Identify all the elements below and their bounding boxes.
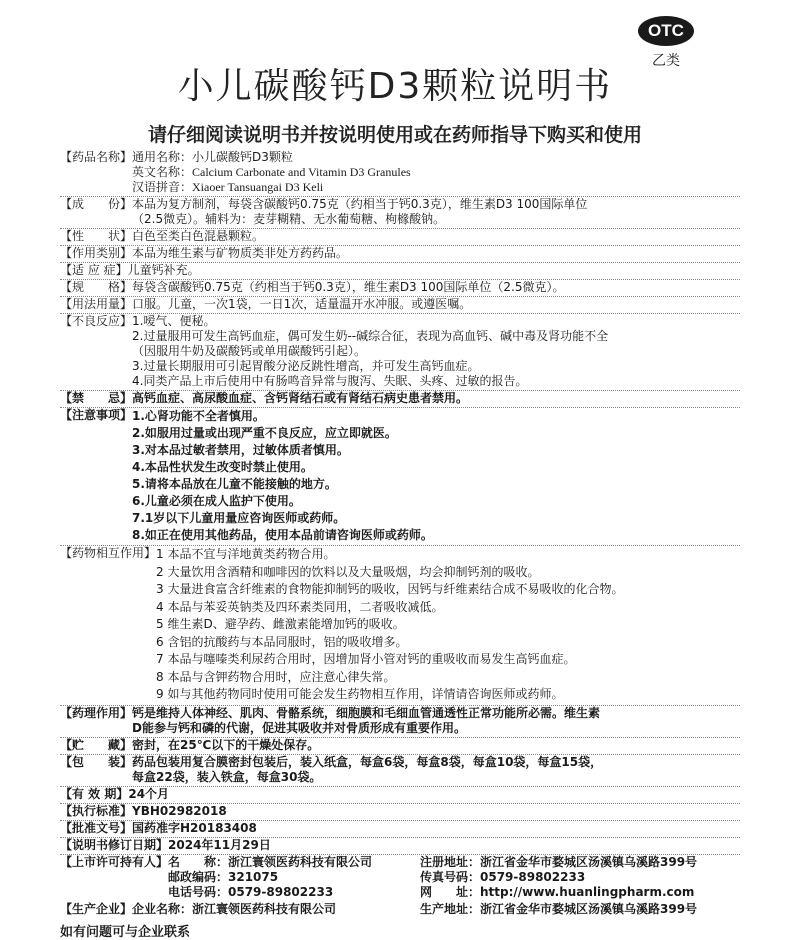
- usage-text: 口服。儿童，一次1袋，一日1次，适量温开水冲服。或遵医嘱。: [132, 297, 472, 311]
- composition-line: 本品为复方制剂，每袋含碳酸钙0.75克（约相当于钙0.3克），维生素D3 100国际单位: [132, 197, 588, 211]
- section-storage: [60, 738, 740, 755]
- document-subtitle: 请仔细阅读说明书并按说明使用或在药师指导下购买和使用: [147, 124, 642, 146]
- contraindication-text: 高钙血症、高尿酸血症、含钙肾结石或有肾结石病史患者禁用。: [132, 391, 469, 405]
- section-label: 【药品名称】: [60, 150, 133, 164]
- pharmacology-line: 钙是维持人体神经、肌肉、骨骼系统，细胞膜和毛细血管通透性正常功能所必需。维生素: [132, 705, 601, 720]
- package-line: 每盒22袋，装入铁盒，每盒30袋。: [132, 769, 322, 784]
- otc-badge: OTC: [638, 16, 694, 46]
- drug-english-name: 英文名称：Calcium Carbonate and Vitamin D3 Granules: [132, 165, 411, 179]
- precaution-item: 1.心肾功能不全者慎用。: [132, 409, 265, 423]
- mah-website: 网 址：http://www.huanlingpharm.com: [420, 884, 695, 899]
- section-package: [60, 755, 740, 787]
- adverse-item: 1.嗳气、便秘。: [132, 314, 216, 328]
- validity-text: 24个月: [128, 786, 170, 801]
- precaution-item: 7.1岁以下儿童用量应咨询医师或药师。: [132, 511, 346, 525]
- precaution-item: 6.儿童必须在成人监护下使用。: [132, 494, 301, 508]
- section-label: 【性 状】: [60, 229, 133, 243]
- interaction-item: 6 含铝的抗酸药与本品同服时，铝的吸收增多。: [156, 634, 408, 649]
- section-properties: [60, 229, 740, 246]
- document-title: 小儿碳酸钙D3颗粒说明书: [177, 66, 613, 107]
- interaction-item: 4 本品与苯妥英钠类及四环素类同用，二者吸收减低。: [156, 599, 444, 614]
- adverse-item: （因服用牛奶及碳酸钙或单用碳酸钙引起）。: [132, 344, 367, 358]
- package-line: 药品包装用复合膜密封包装后，装入纸盒，每盒6袋，每盒8袋，每盒10袋，每盒15袋，: [132, 754, 603, 769]
- section-contraindications: [60, 391, 740, 408]
- manufacturer-address: 生产地址：浙江省金华市婺城区汤溪镇乌溪路399号: [420, 901, 698, 916]
- section-label: 【不良反应】: [60, 314, 133, 328]
- section-label: 【成 份】: [60, 197, 133, 211]
- section-precautions: [60, 408, 740, 546]
- interaction-item: 5 维生素D、避孕药、雌激素能增加钙的吸收。: [156, 617, 405, 631]
- section-label: 【包 装】: [60, 754, 133, 769]
- mah-name: 名 称：浙江寰领医药科技有限公司: [168, 854, 373, 869]
- section-drug-interactions: [60, 546, 740, 706]
- mah-phone: 电话号码：0579-89802233: [168, 884, 334, 899]
- storage-text: 密封，在25℃以下的干燥处保存。: [132, 737, 320, 752]
- section-category: [60, 246, 740, 263]
- interaction-item: 7 本品与噻嗪类利尿药合用时，因增加肾小管对钙的重吸收而易发生高钙血症。: [156, 652, 576, 666]
- precaution-item: 3.对本品过敏者禁用，过敏体质者慎用。: [132, 443, 349, 457]
- section-adverse-reactions: [60, 314, 740, 391]
- precaution-item: 8.如正在使用其他药品，使用本品前请咨询医师或药师。: [132, 528, 433, 542]
- section-drug-name: [60, 150, 740, 197]
- properties-text: 白色至类白色混悬颗粒。: [132, 229, 265, 243]
- interaction-item: 8 本品与含钾药物合用时，应注意心律失常。: [156, 669, 396, 684]
- adverse-item: 2.过量服用可发生高钙血症，偶可发生奶--碱综合征，表现为高血钙、碱中毒及肾功能不全: [132, 329, 609, 343]
- section-label: 【生产企业】: [60, 901, 133, 916]
- section-label: 【说明书修订日期】: [60, 837, 169, 852]
- approval-text: 国药准字H20183408: [132, 820, 257, 835]
- adverse-item: 4.同类产品上市后使用中有肠鸣音异常与腹泻、失眠、头疼、过敏的报告。: [132, 374, 528, 388]
- section-label: 【药理作用】: [60, 705, 133, 720]
- contact-footer: 如有问题可与企业联系: [60, 924, 191, 940]
- precaution-item: 4.本品性状发生改变时禁止使用。: [132, 460, 313, 474]
- mah-fax: 传真号码：0579-89802233: [420, 869, 586, 884]
- section-indication: [60, 263, 740, 280]
- specification-text: 每袋含碳酸钙0.75克（约相当于钙0.3克），维生素D3 100国际单位（2.5微克）。: [132, 280, 565, 294]
- section-label: 【执行标准】: [60, 803, 133, 818]
- section-standard: [60, 804, 740, 821]
- pharmacology-line: D能参与钙和磷的代谢，促进其吸收并对骨质形成有重要作用。: [132, 720, 466, 735]
- interaction-item: 9 如与其他药物同时使用可能会发生药物相互作用，详情请咨询医师或药师。: [156, 687, 564, 701]
- mah-postcode: 邮政编码：321075: [168, 869, 279, 884]
- interaction-item: 3 大量进食富含纤维素的食物能抑制钙的吸收，因钙与纤维素结合成不易吸收的化合物。: [156, 582, 624, 596]
- precaution-item: 5.请将本品放在儿童不能接触的地方。: [132, 477, 337, 491]
- composition-line: （2.5微克）。辅料为：麦芽糊精、无水葡萄糖、枸橼酸钠。: [132, 212, 446, 226]
- drug-pinyin-name: 汉语拼音：Xiaoer Tansuangai D3 Keli: [132, 180, 324, 194]
- interaction-item: 2 大量饮用含酒精和咖啡因的饮料以及大量吸烟，均会抑制钙剂的吸收。: [156, 564, 540, 579]
- mah-reg-address: 注册地址：浙江省金华市婺城区汤溪镇乌溪路399号: [420, 854, 698, 869]
- section-composition: [60, 197, 740, 229]
- section-label: 【作用类别】: [60, 246, 133, 260]
- section-label: 【有 效 期】: [60, 786, 129, 801]
- drug-generic-name: 通用名称：小儿碳酸钙D3颗粒: [132, 150, 293, 164]
- section-validity: [60, 787, 740, 804]
- standard-text: YBH02982018: [132, 803, 227, 818]
- section-mah: [60, 855, 740, 900]
- otc-class-label: 乙类: [652, 53, 680, 69]
- section-label: 【贮 藏】: [60, 737, 133, 752]
- section-usage: [60, 297, 740, 314]
- leaflet-body: [60, 150, 740, 940]
- revision-text: 2024年11月29日: [168, 837, 271, 852]
- section-label: 【用法用量】: [60, 297, 133, 311]
- section-label: 【注意事项】: [60, 408, 133, 422]
- section-label: 【上市许可持有人】: [60, 854, 169, 869]
- section-label: 【药物相互作用】: [60, 546, 157, 560]
- section-specification: [60, 280, 740, 297]
- section-label: 【适 应 症】: [60, 263, 128, 277]
- precaution-item: 2.如服用过量或出现严重不良反应，应立即就医。: [132, 426, 397, 440]
- manufacturer-name: 企业名称：浙江寰领医药科技有限公司: [132, 901, 337, 916]
- adverse-item: 3.过量长期服用可引起胃酸分泌反跳性增高，并可发生高钙血症。: [132, 359, 480, 373]
- section-label: 【规 格】: [60, 280, 133, 294]
- section-label: 【禁 忌】: [60, 391, 133, 405]
- section-pharmacology: [60, 706, 740, 738]
- section-label: 【批准文号】: [60, 820, 133, 835]
- indication-text: 儿童钙补充。: [127, 263, 200, 277]
- section-manufacturer: [60, 902, 740, 917]
- section-revision-date: [60, 838, 740, 855]
- section-approval: [60, 821, 740, 838]
- category-text: 本品为维生素与矿物质类非处方药药品。: [132, 246, 349, 260]
- interaction-item: 1 本品不宜与洋地黄类药物合用。: [156, 547, 336, 561]
